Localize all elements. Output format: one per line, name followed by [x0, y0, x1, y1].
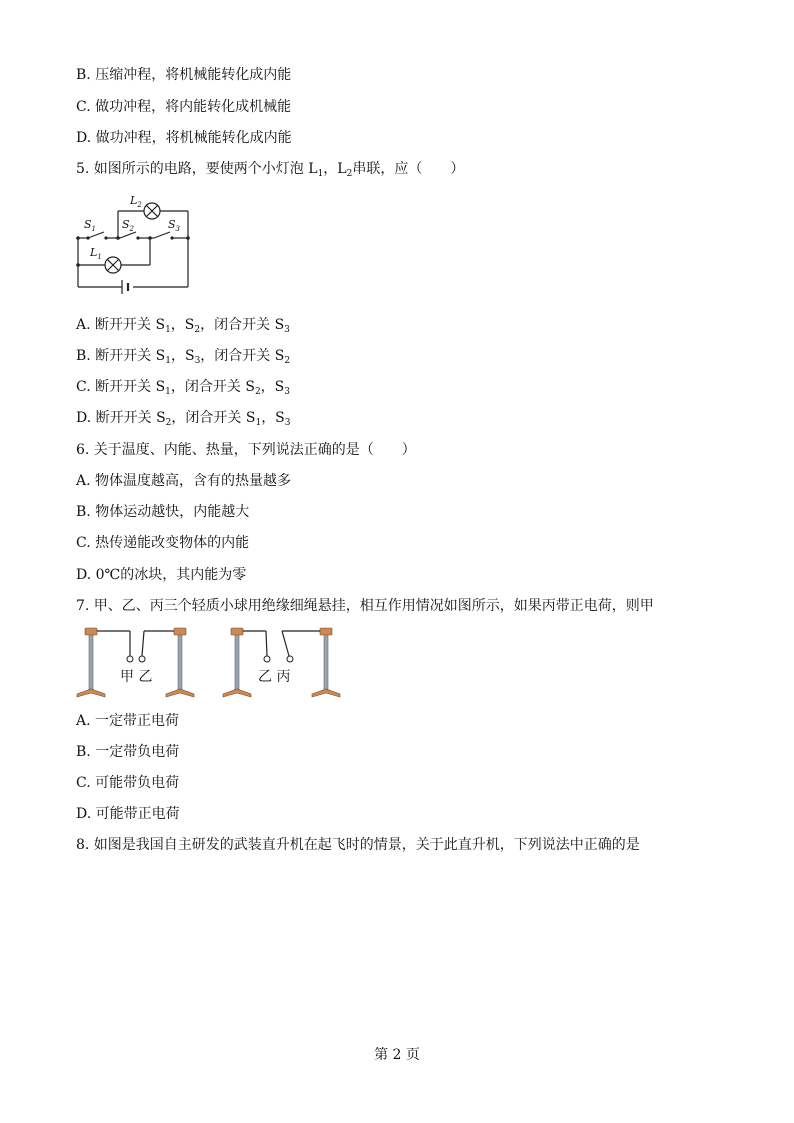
- l1-label: $L_1$: [90, 246, 102, 261]
- s1-label: $S_1$: [84, 218, 97, 233]
- l2-label: $L_2$: [130, 194, 142, 209]
- q5-circuit-diagram: [70, 190, 200, 302]
- s2-label: $S_2$: [122, 218, 135, 233]
- q6-option-c: C. 热传递能改变物体的内能: [76, 535, 250, 551]
- q4-option-c: C. 做功冲程，将内能转化成机械能: [76, 99, 292, 115]
- q8-stem: 8. 如图是我国自主研发的武装直升机在起飞时的情景，关于此直升机，下列说法中正确的是: [76, 837, 640, 853]
- q6-stem: 6. 关于温度、内能、热量，下列说法正确的是（ ）: [76, 442, 416, 458]
- q7-figure-jia-yi: [74, 624, 200, 700]
- q6-option-d: D. 0℃的冰块，其内能为零: [76, 567, 247, 583]
- q5-option-b: B. 断开开关 $S_1$，$S_3$，闭合开关 $S_2$: [76, 348, 291, 366]
- q7-option-c: C. 可能带负电荷: [76, 775, 180, 791]
- q5-stem: 5. 如图所示的电路，要使两个小灯泡 $L_1$，$L_2$串联，应（ ）: [76, 161, 465, 179]
- q5-option-a: A. 断开开关 $S_1$，$S_2$，闭合开关 $S_3$: [76, 317, 290, 335]
- s3-label: $S_3$: [168, 218, 181, 233]
- q7-stem: 7. 甲、乙、丙三个轻质小球用绝缘细绳悬挂，相互作用情况如图所示，如果丙带正电荷，则甲: [76, 598, 654, 614]
- q6-option-a: A. 物体温度越高，含有的热量越多: [76, 473, 292, 489]
- q4-option-b: B. 压缩冲程，将机械能转化成内能: [76, 67, 292, 83]
- q7-option-a: A. 一定带正电荷: [76, 713, 180, 729]
- q7-option-b: B. 一定带负电荷: [76, 744, 180, 760]
- fig2-ball-labels: 乙 丙: [258, 669, 291, 685]
- fig1-ball-labels: 甲 乙: [120, 669, 153, 685]
- q5-option-c: C. 断开开关 $S_1$，闭合开关 $S_2$，$S_3$: [76, 379, 290, 397]
- q7-figure-yi-bing: [220, 624, 346, 700]
- q4-option-d: D. 做功冲程，将机械能转化成内能: [76, 130, 292, 146]
- q6-option-b: B. 物体运动越快，内能越大: [76, 504, 250, 520]
- q5-option-d: D. 断开开关 $S_2$，闭合开关 $S_1$，$S_3$: [76, 410, 291, 428]
- page-number: 第 2 页: [374, 1047, 420, 1063]
- q7-option-d: D. 可能带正电荷: [76, 806, 180, 822]
